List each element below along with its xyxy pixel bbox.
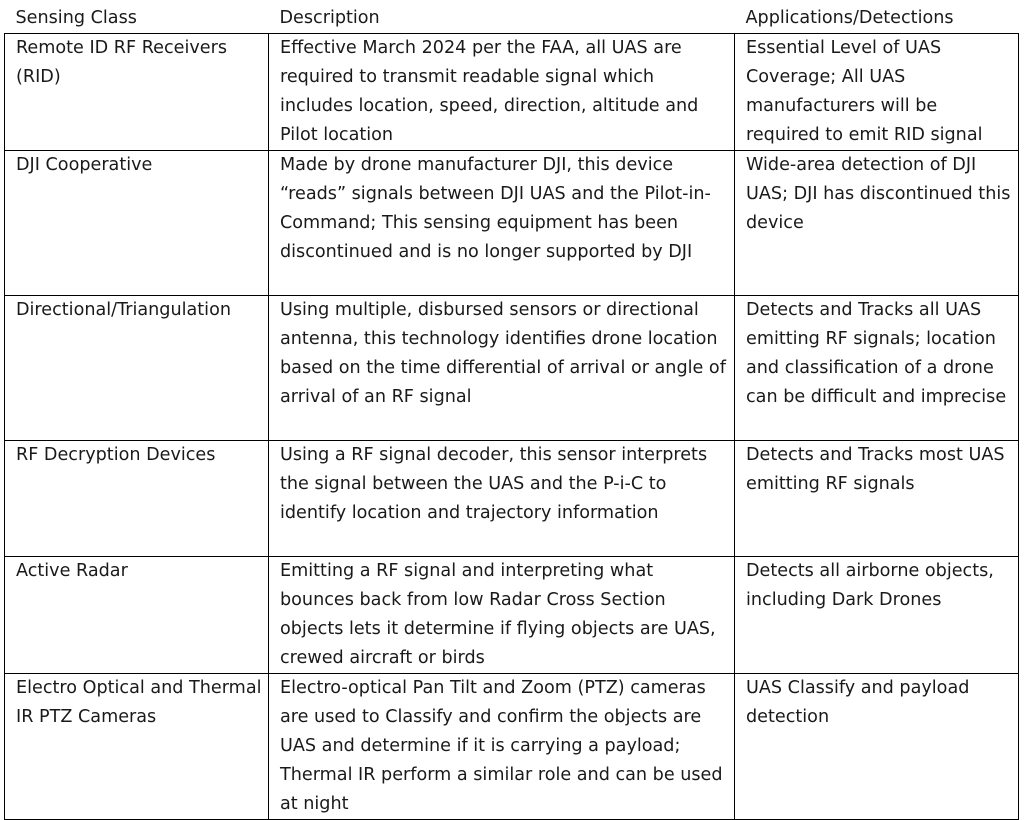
table-header-row <box>5 4 1019 34</box>
table-row <box>5 296 1019 441</box>
cell-sensing-class: RF Decryption Devices <box>5 441 269 557</box>
header-description: Description <box>279 8 380 28</box>
table-row <box>5 441 1019 557</box>
sensing-class-table <box>4 4 1019 820</box>
cell-sensing-class: DJI Cooperative <box>5 151 269 296</box>
cell-applications: UAS Classify and payload detection <box>735 674 1019 820</box>
table-row <box>5 34 1019 151</box>
cell-description: Made by drone manufacturer DJI, this device “reads” signals between DJI UAS and the Pilot-in-Command; This sensing equipment has been discontinued and is no longer supported by DJI <box>269 151 735 296</box>
cell-applications: Essential Level of UAS Coverage; All UAS manufacturers will be required to emit RID signal <box>735 34 1019 151</box>
cell-description: Emitting a RF signal and interpreting what bounces back from low Radar Cross Section objects lets it determine if flying objects are UAS, crewed aircraft or birds <box>269 557 735 674</box>
cell-description: Using a RF signal decoder, this sensor interprets the signal between the UAS and the P-i-C to identify location and trajectory information <box>269 441 735 557</box>
header-sensing-class: Sensing Class <box>15 8 137 28</box>
table-row <box>5 674 1019 820</box>
header-applications-detections: Applications/Detections <box>745 8 954 28</box>
table-row <box>5 151 1019 296</box>
cell-applications: Detects all airborne objects, including Dark Drones <box>735 557 1019 674</box>
cell-sensing-class: Active Radar <box>5 557 269 674</box>
cell-applications: Wide-area detection of DJI UAS; DJI has discontinued this device <box>735 151 1019 296</box>
cell-applications: Detects and Tracks most UAS emitting RF signals <box>735 441 1019 557</box>
cell-description: Using multiple, disbursed sensors or directional antenna, this technology identifies drone location based on the time differential of arrival or angle of arrival of an RF signal <box>269 296 735 441</box>
cell-sensing-class: Remote ID RF Receivers (RID) <box>5 34 269 151</box>
table-row <box>5 557 1019 674</box>
cell-description: Electro-optical Pan Tilt and Zoom (PTZ) cameras are used to Classify and confirm the objects are UAS and determine if it is carrying a payload; Thermal IR perform a similar role and can be used at night <box>269 674 735 820</box>
cell-applications: Detects and Tracks all UAS emitting RF signals; location and classification of a drone can be difficult and imprecise <box>735 296 1019 441</box>
cell-description: Effective March 2024 per the FAA, all UAS are required to transmit readable signal which includes location, speed, direction, altitude and Pilot location <box>269 34 735 151</box>
cell-sensing-class: Electro Optical and Thermal IR PTZ Cameras <box>5 674 269 820</box>
cell-sensing-class: Directional/Triangulation <box>5 296 269 441</box>
